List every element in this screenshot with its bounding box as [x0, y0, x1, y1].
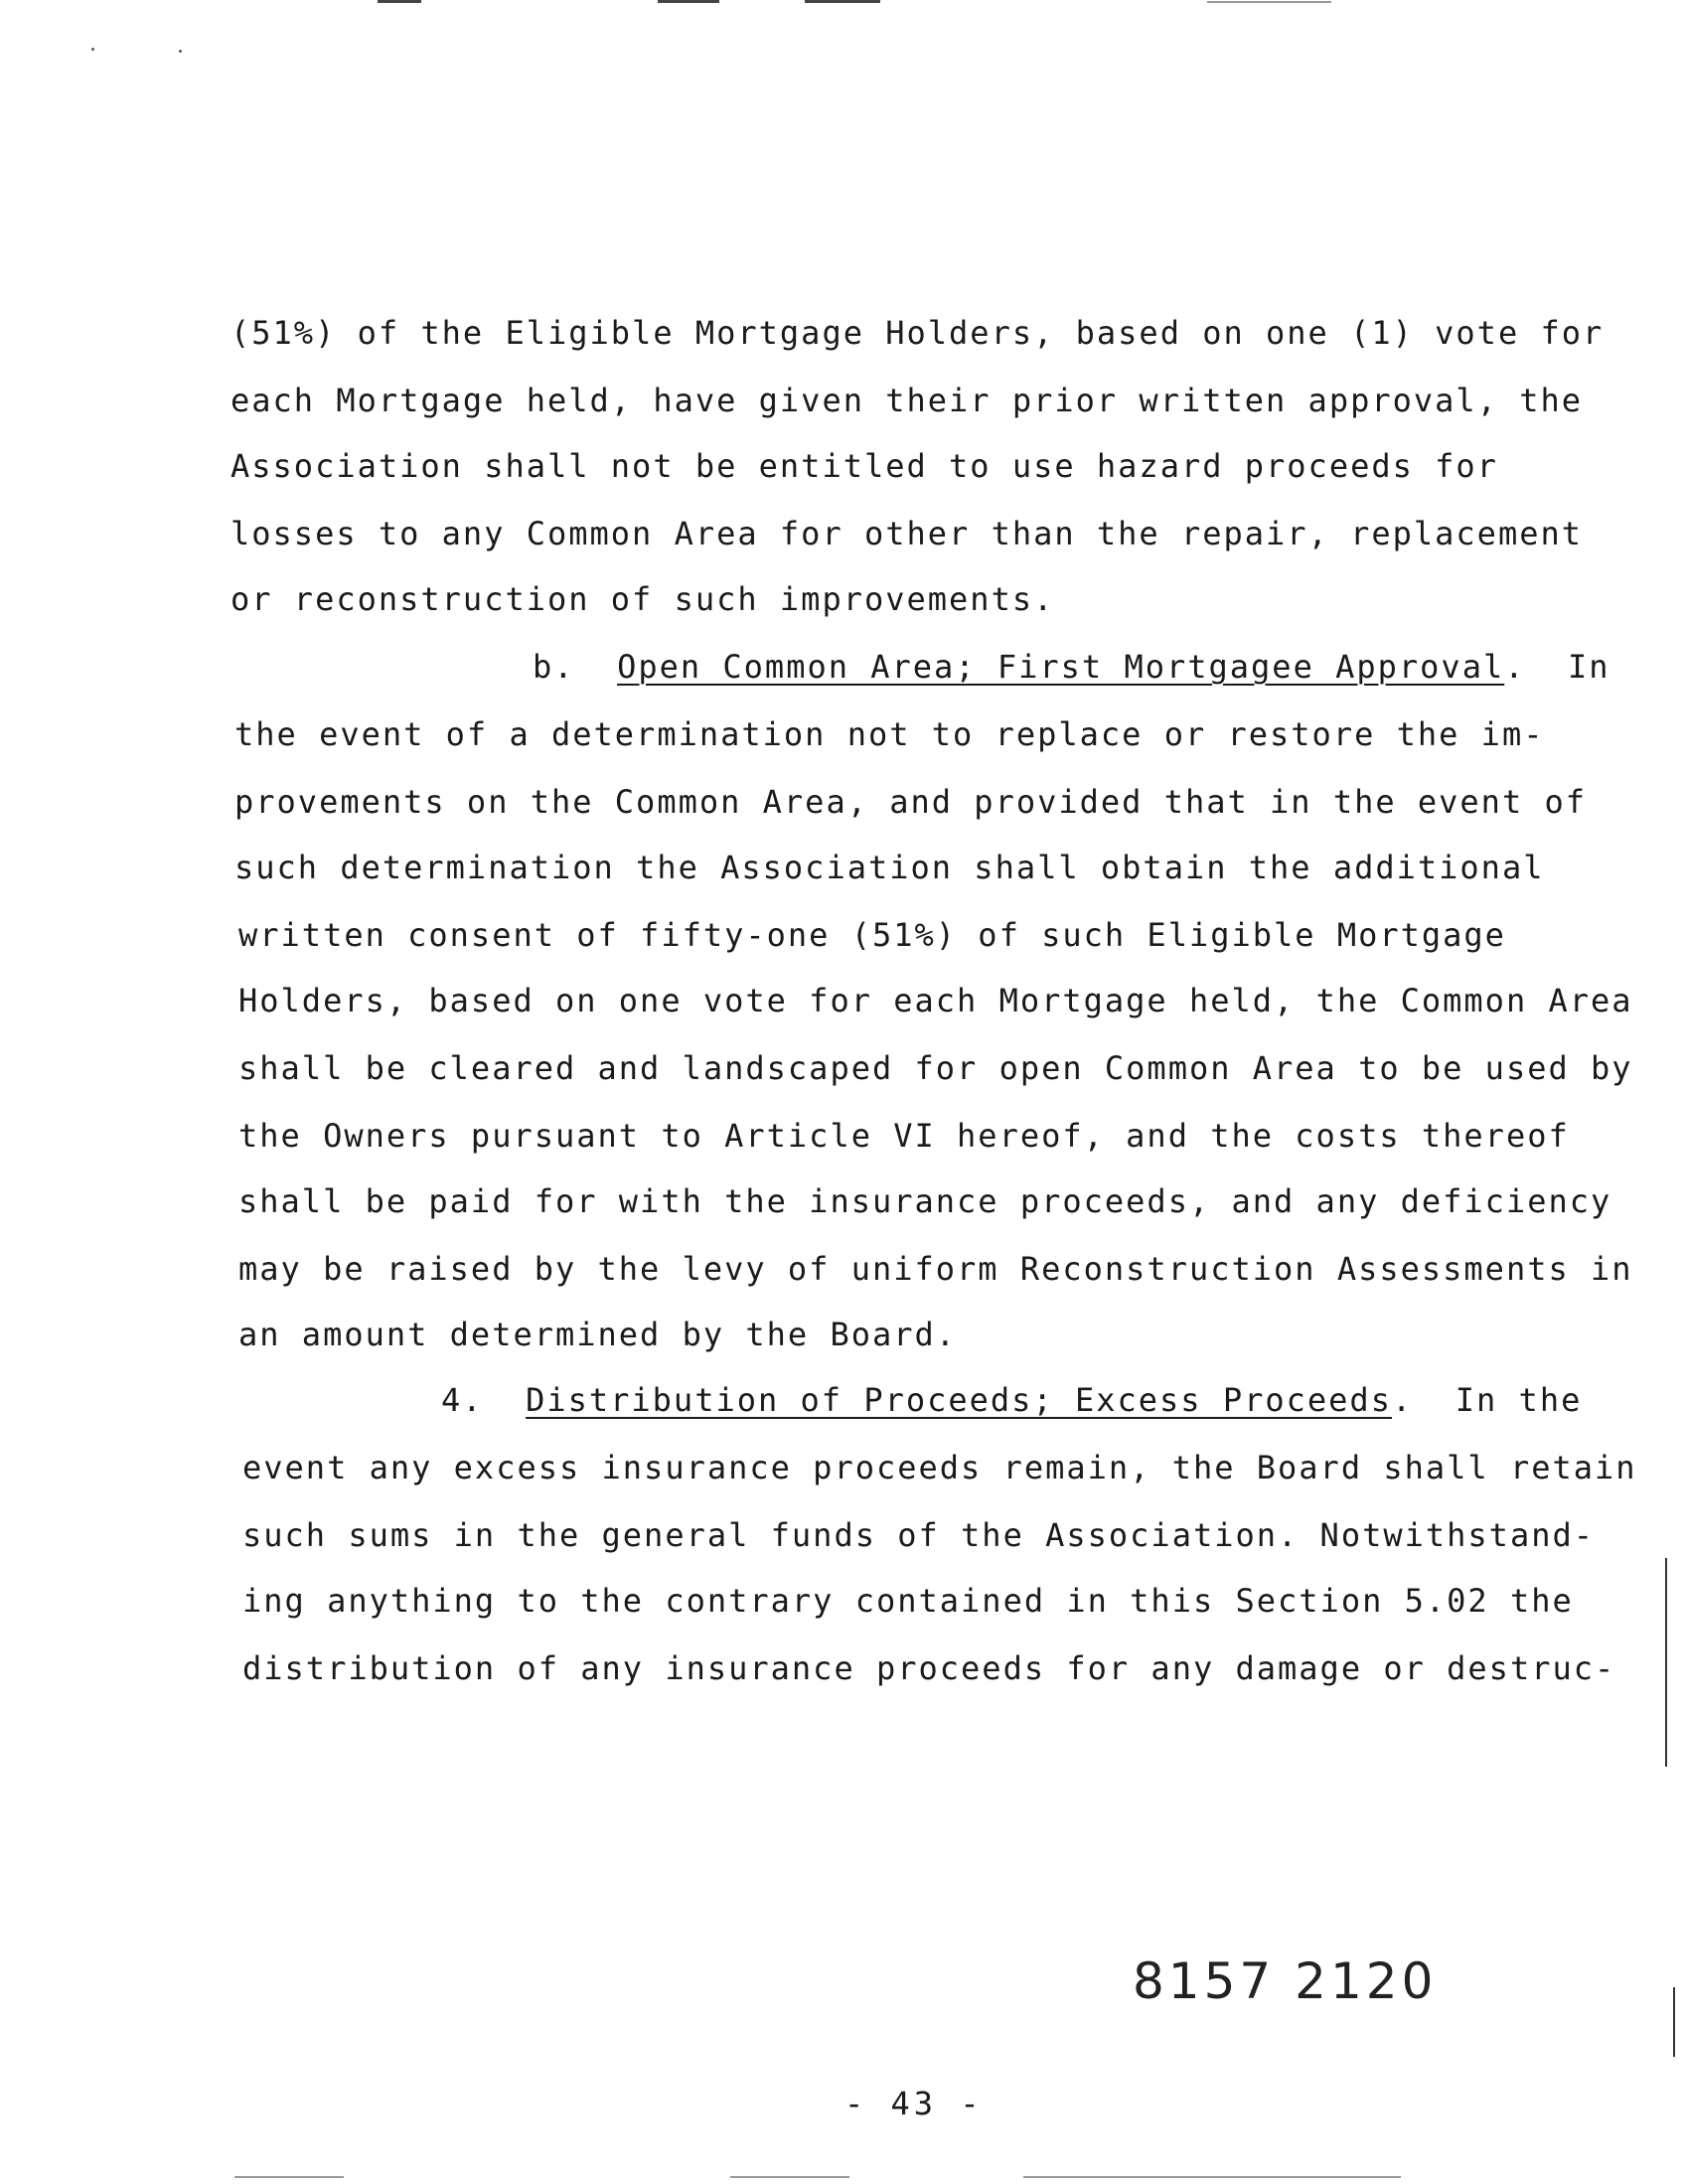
section-4-heading-end: .	[1391, 1381, 1414, 1419]
bottom-scan-mark	[234, 2176, 344, 2178]
text-line: written consent of fifty-one (51%) of such Eligible Mortgage	[238, 916, 1506, 954]
margin-scan-mark	[1673, 1987, 1675, 2057]
bottom-scan-mark	[730, 2176, 849, 2178]
text-line: provements on the Common Area, and provided that in the event of	[234, 783, 1587, 821]
text-line: such sums in the general funds of the Association. Notwithstand-	[242, 1516, 1595, 1554]
section-b-heading: Open Common Area; First Mortgagee Approval	[617, 648, 1505, 686]
margin-scan-mark	[1665, 1558, 1667, 1767]
scan-speck	[91, 48, 94, 51]
text-line: event any excess insurance proceeds remain, the Board shall retain	[242, 1449, 1637, 1486]
text-line: (51%) of the Eligible Mortgage Holders, based on one (1) vote for	[230, 314, 1605, 352]
text-line: losses to any Common Area for other than the repair, replacement	[230, 515, 1583, 552]
section-b-heading-line	[533, 648, 1610, 686]
top-scan-mark	[805, 0, 880, 3]
text-line: an amount determined by the Board.	[238, 1316, 958, 1353]
page-number: - 43 -	[844, 2085, 984, 2122]
text-line: or reconstruction of such improvements.	[230, 580, 1055, 618]
section-b-marker: b.	[533, 648, 575, 686]
section-4-heading-line	[441, 1381, 1582, 1419]
section-b-heading-end: .	[1504, 648, 1526, 686]
section-b-first-line-tail: In	[1568, 648, 1610, 686]
text-line: the Owners pursuant to Article VI hereof, and the costs thereof	[238, 1117, 1570, 1155]
section-4-heading: Distribution of Proceeds; Excess Proceeds	[526, 1381, 1392, 1419]
text-line: each Mortgage held, have given their prior written approval, the	[230, 382, 1583, 419]
text-line: shall be paid for with the insurance proceeds, and any deficiency	[238, 1182, 1612, 1220]
text-line: Holders, based on one vote for each Mortgage held, the Common Area	[238, 982, 1633, 1019]
recording-stamp: 8157 2120	[1133, 1952, 1438, 2010]
text-line: such determination the Association shall obtain the additional	[234, 849, 1545, 886]
top-scan-mark	[658, 0, 719, 3]
text-line: distribution of any insurance proceeds for any damage or destruc-	[242, 1649, 1616, 1687]
bottom-scan-mark	[1023, 2176, 1401, 2178]
text-line: the event of a determination not to replace or restore the im-	[234, 715, 1545, 753]
text-line: Association shall not be entitled to use hazard proceeds for	[230, 447, 1498, 485]
text-line: may be raised by the levy of uniform Reconstruction Assessments in	[238, 1250, 1633, 1288]
section-4-first-line-tail: In the	[1455, 1381, 1583, 1419]
text-line: shall be cleared and landscaped for open Common Area to be used by	[238, 1049, 1633, 1087]
text-line: ing anything to the contrary contained in this Section 5.02 the	[242, 1582, 1574, 1620]
top-scan-mark	[1207, 1, 1331, 3]
section-4-marker: 4.	[441, 1381, 484, 1419]
scan-speck	[179, 50, 182, 53]
top-scan-mark	[378, 0, 421, 3]
